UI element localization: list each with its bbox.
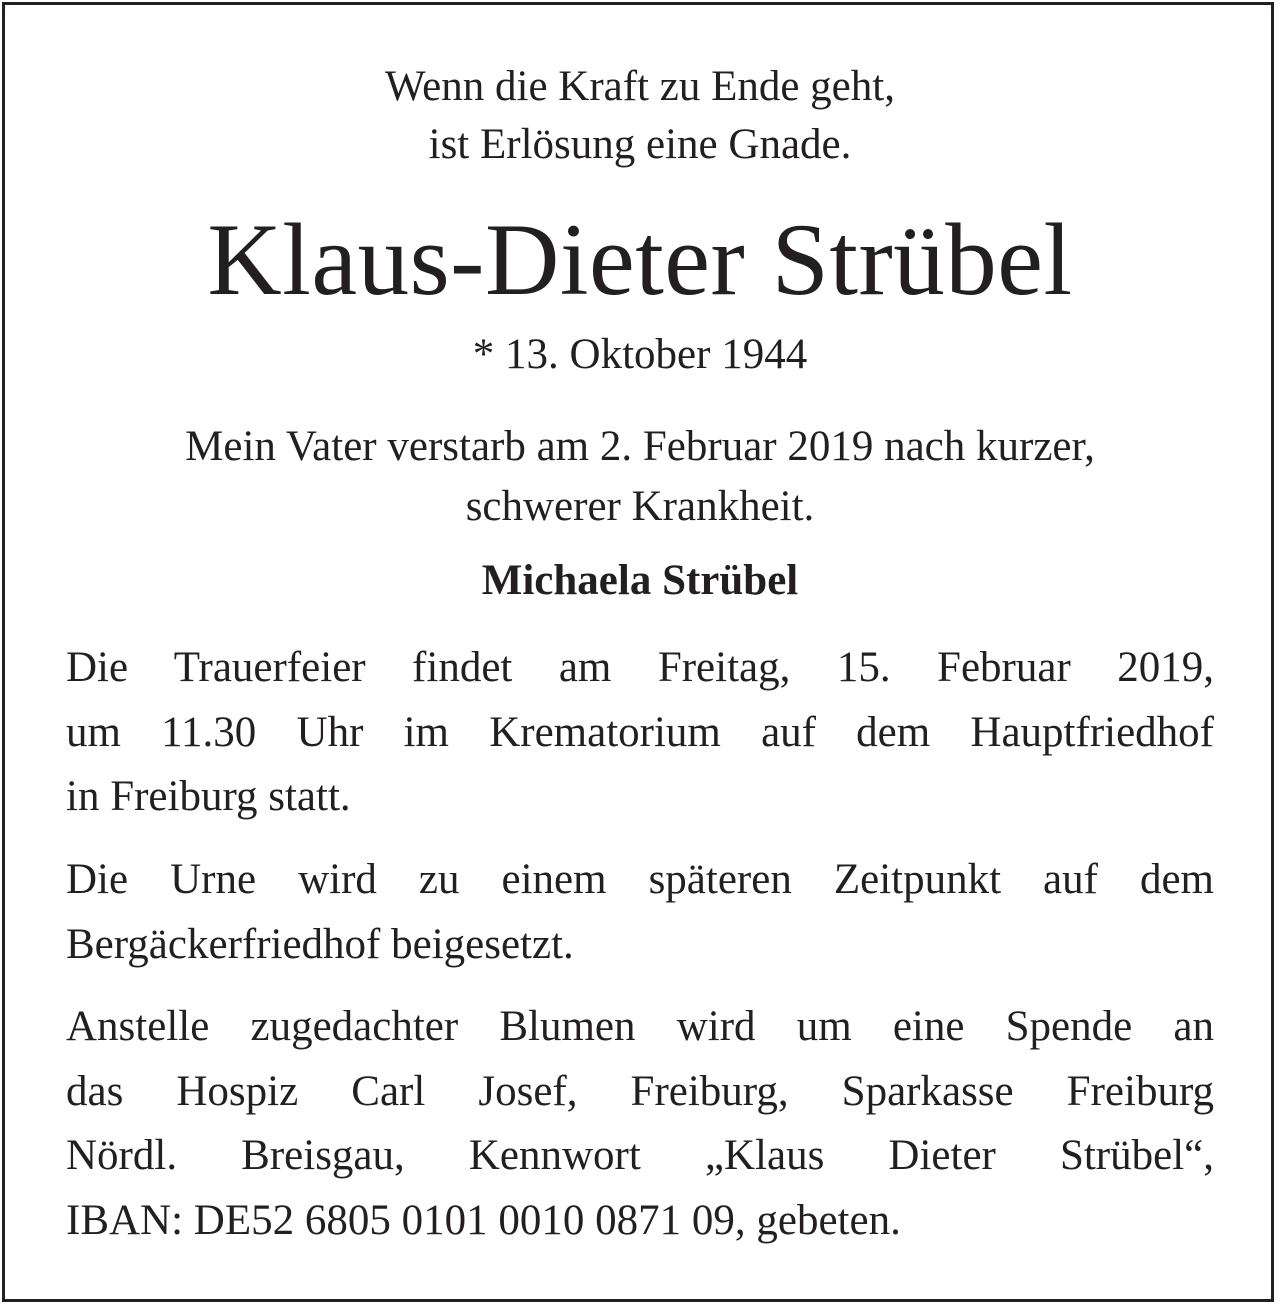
death-notice-line: Mein Vater verstarb am 2. Februar 2019 nach kurzer, xyxy=(185,423,1095,470)
donation-line: Anstelle zugedachter Blumen wird um eine Spende an xyxy=(66,1003,1214,1050)
funeral-line: um 11.30 Uhr im Krematorium auf dem Hauptfriedhof xyxy=(66,708,1214,756)
motto-line: ist Erlösung eine Gnade. xyxy=(428,121,852,168)
funeral-line: in Freiburg statt. xyxy=(66,773,351,820)
motto-line: Wenn die Kraft zu Ende geht, xyxy=(385,63,895,110)
donation-paragraph xyxy=(66,995,1214,1253)
signer-name: Michaela Strübel xyxy=(481,557,799,604)
donation-line: IBAN: DE52 6805 0101 0010 0871 09, gebeten. xyxy=(66,1196,901,1244)
urn-paragraph xyxy=(66,848,1214,977)
funeral-line: Die Trauerfeier findet am Freitag, 15. Februar 2019, xyxy=(66,644,1214,691)
donation-line: das Hospiz Carl Josef, Freiburg, Sparkasse Freiburg xyxy=(66,1067,1214,1115)
death-notice xyxy=(0,417,1280,537)
deceased-name: Klaus-Dieter Strübel xyxy=(207,203,1073,317)
obituary-motto xyxy=(0,58,1280,174)
urn-line: Bergäckerfriedhof beigesetzt. xyxy=(66,920,574,968)
birth-date: * 13. Oktober 1944 xyxy=(472,331,808,378)
donation-line: Nördl. Breisgau, Kennwort „Klaus Dieter Strübel“, xyxy=(66,1132,1214,1179)
funeral-paragraph xyxy=(66,636,1214,830)
urn-line: Die Urne wird zu einem späteren Zeitpunkt auf dem xyxy=(66,856,1214,903)
death-notice-line: schwerer Krankheit. xyxy=(465,483,815,530)
